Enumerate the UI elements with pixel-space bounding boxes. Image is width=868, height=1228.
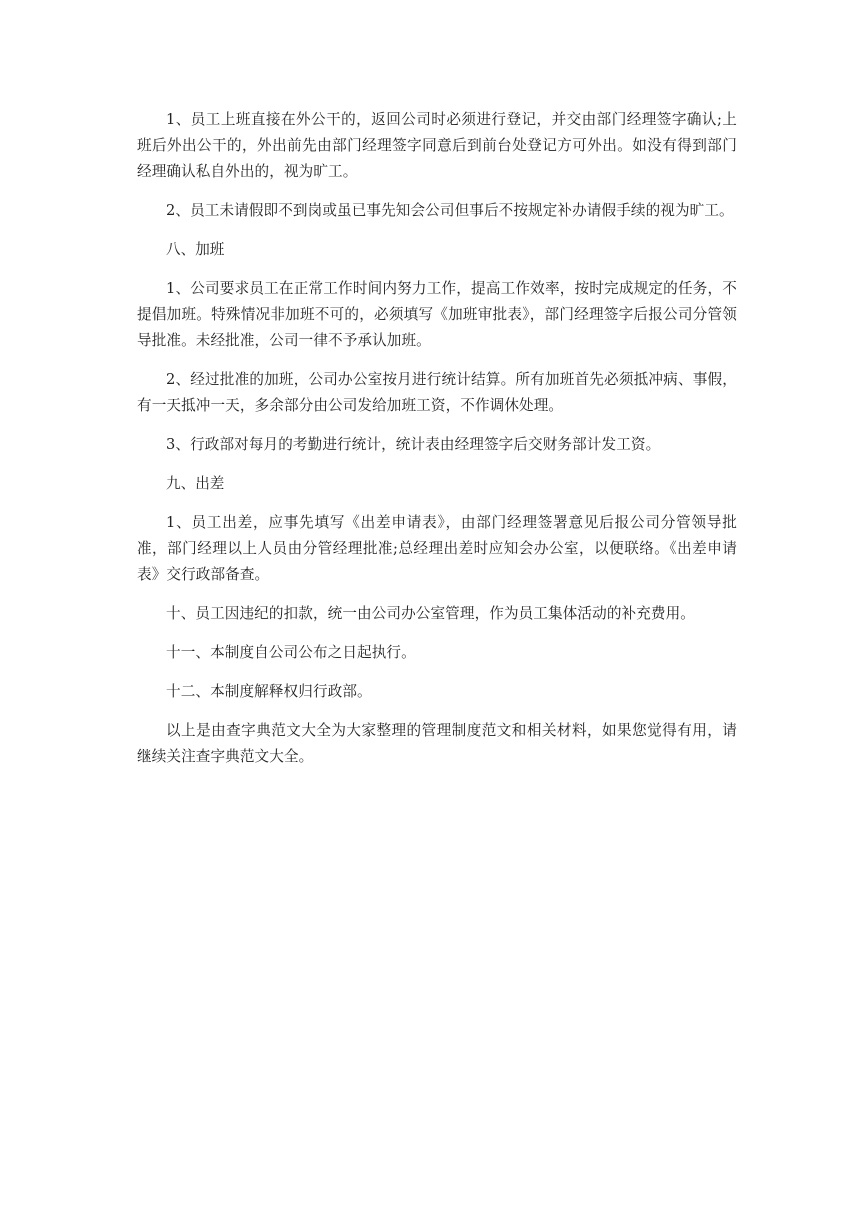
section-heading-business-trip: 九、出差 <box>166 475 225 492</box>
paragraph-section-ten: 十、员工因违纪的扣款，统一由公司办公室管理，作为员工集体活动的补充费用。 <box>166 605 695 622</box>
paragraph-section-twelve: 十二、本制度解释权归行政部。 <box>166 683 372 700</box>
paragraph-absence-rule-1: 1、员工上班直接在外公干的，返回公司时必须进行登记，并交由部门经理签字确认;上班后外出公干的，外出前先由部门经理签字同意后到前台处登记方可外出。如没有得到部门经理确认私自外出的，视为旷工。 <box>137 111 737 180</box>
paragraph-business-trip-rule-1: 1、员工出差，应事先填写《出差申请表》，由部门经理签署意见后报公司分管领导批准，部门经理以上人员由分管经理批准;总经理出差时应知会办公室，以便联络。《出差申请表》交行政部备查。 <box>137 514 737 583</box>
paragraph-closing-note: 以上是由查字典范文大全为大家整理的管理制度范文和相关材料，如果您觉得有用，请继续关注查字典范文大全。 <box>137 722 737 765</box>
section-heading-overtime: 八、加班 <box>166 241 225 258</box>
paragraph-overtime-rule-1: 1、公司要求员工在正常工作时间内努力工作，提高工作效率，按时完成规定的任务，不提倡加班。特殊情况非加班不可的，必须填写《加班审批表》，部门经理签字后报公司分管领导批准。未经批准，公司一律不予承认加班。 <box>137 280 737 349</box>
paragraph-section-eleven: 十一、本制度自公司公布之日起执行。 <box>166 644 416 661</box>
document-body <box>137 107 737 783</box>
paragraph-overtime-rule-3: 3、行政部对每月的考勤进行统计，统计表由经理签字后交财务部计发工资。 <box>166 436 661 453</box>
paragraph-overtime-rule-2: 2、经过批准的加班，公司办公室按月进行统计结算。所有加班首先必须抵冲病、事假，有一天抵冲一天，多余部分由公司发给加班工资，不作调休处理。 <box>137 371 737 414</box>
paragraph-absence-rule-2: 2、员工未请假即不到岗或虽已事先知会公司但事后不按规定补办请假手续的视为旷工。 <box>166 202 734 219</box>
